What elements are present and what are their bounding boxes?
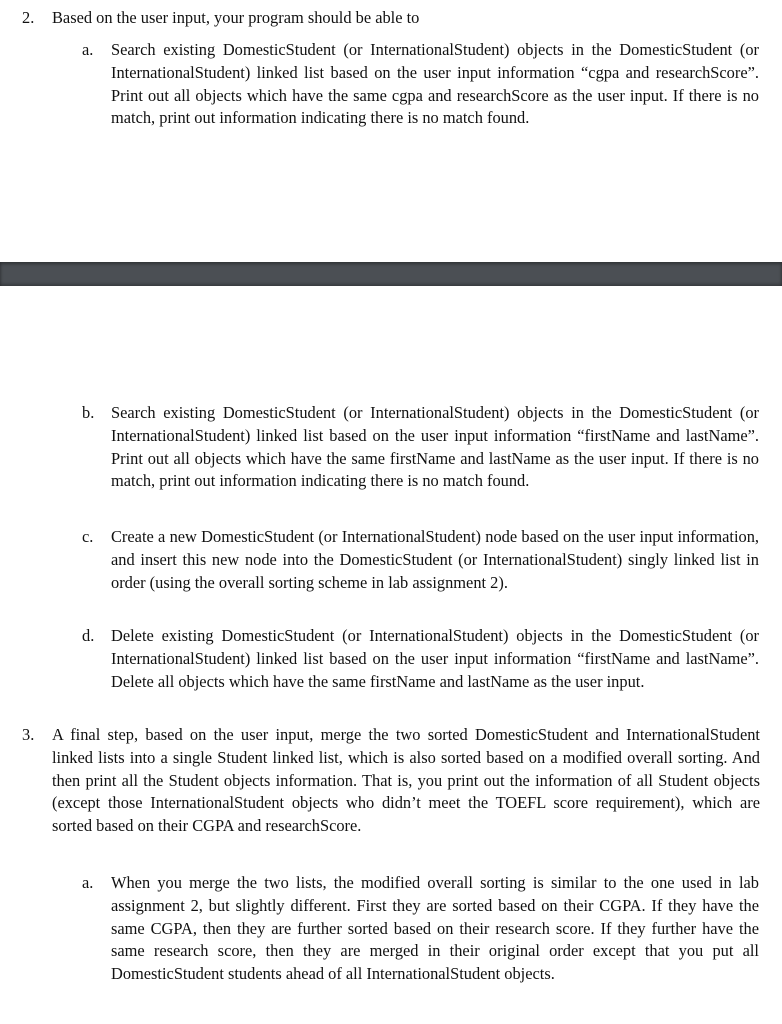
item-2a-text: Search existing DomesticStudent (or InternationalStudent) objects in the DomesticStudent (or InternationalStudent) linked list based on the user input information “cgpa and researchScore”. Print out all objects which have the same cgpa and researchScore as the user input. If there is no match, print out information indicating there is no match found. — [111, 40, 759, 128]
item-2b-letter: b. — [82, 403, 95, 422]
item-2b — [82, 402, 759, 493]
item-2d — [82, 625, 759, 693]
item-2 — [22, 7, 752, 30]
item-2b-text: Search existing DomesticStudent (or InternationalStudent) objects in the DomesticStudent (or InternationalStudent) linked list based on the user input information “firstName and lastName”. Print out all objects which have the same firstName and lastName as the user input. If there is no match, print out information indicating there is no match found. — [111, 403, 759, 491]
item-2c — [82, 526, 759, 594]
item-2d-letter: d. — [82, 626, 95, 645]
document-page-bottom — [0, 286, 782, 1024]
item-3-number: 3. — [22, 725, 35, 744]
item-3a-letter: a. — [82, 873, 94, 892]
item-3 — [22, 724, 760, 838]
item-3-text: A final step, based on the user input, merge the two sorted DomesticStudent and InternationalStudent linked lists into a single Student linked list, which is also sorted based on a modified overall sorting. And then print all the Student objects information. That is, you print out the information of all Student objects (except those InternationalStudent objects who didn’t meet the TOEFL score requirement), which are sorted based on their CGPA and researchScore. — [52, 725, 760, 836]
page-divider — [0, 262, 782, 286]
item-2-number: 2. — [22, 8, 35, 27]
item-2d-text: Delete existing DomesticStudent (or InternationalStudent) objects in the DomesticStudent (or InternationalStudent) linked list based on the user input information “firstName and lastName”. Delete all objects which have the same firstName and lastName as the user input. — [111, 626, 759, 691]
document-page-top — [0, 0, 782, 262]
item-2c-letter: c. — [82, 527, 94, 546]
item-3a-text: When you merge the two lists, the modified overall sorting is similar to the one used in lab assignment 2, but slightly different. First they are sorted based on their CGPA. If they have the same CGPA, then they are further sorted based on their research score. If they further have the same research score, then they are merged in their original order except that you put all DomesticStudent students ahead of all InternationalStudent objects. — [111, 873, 759, 984]
item-2a — [82, 39, 759, 130]
item-2c-text: Create a new DomesticStudent (or InternationalStudent) node based on the user input information, and insert this new node into the DomesticStudent (or InternationalStudent) singly linked list in order (using the overall sorting scheme in lab assignment 2). — [111, 527, 759, 592]
item-3a — [82, 872, 759, 986]
item-2-text: Based on the user input, your program should be able to — [52, 8, 420, 27]
item-2a-letter: a. — [82, 40, 94, 59]
